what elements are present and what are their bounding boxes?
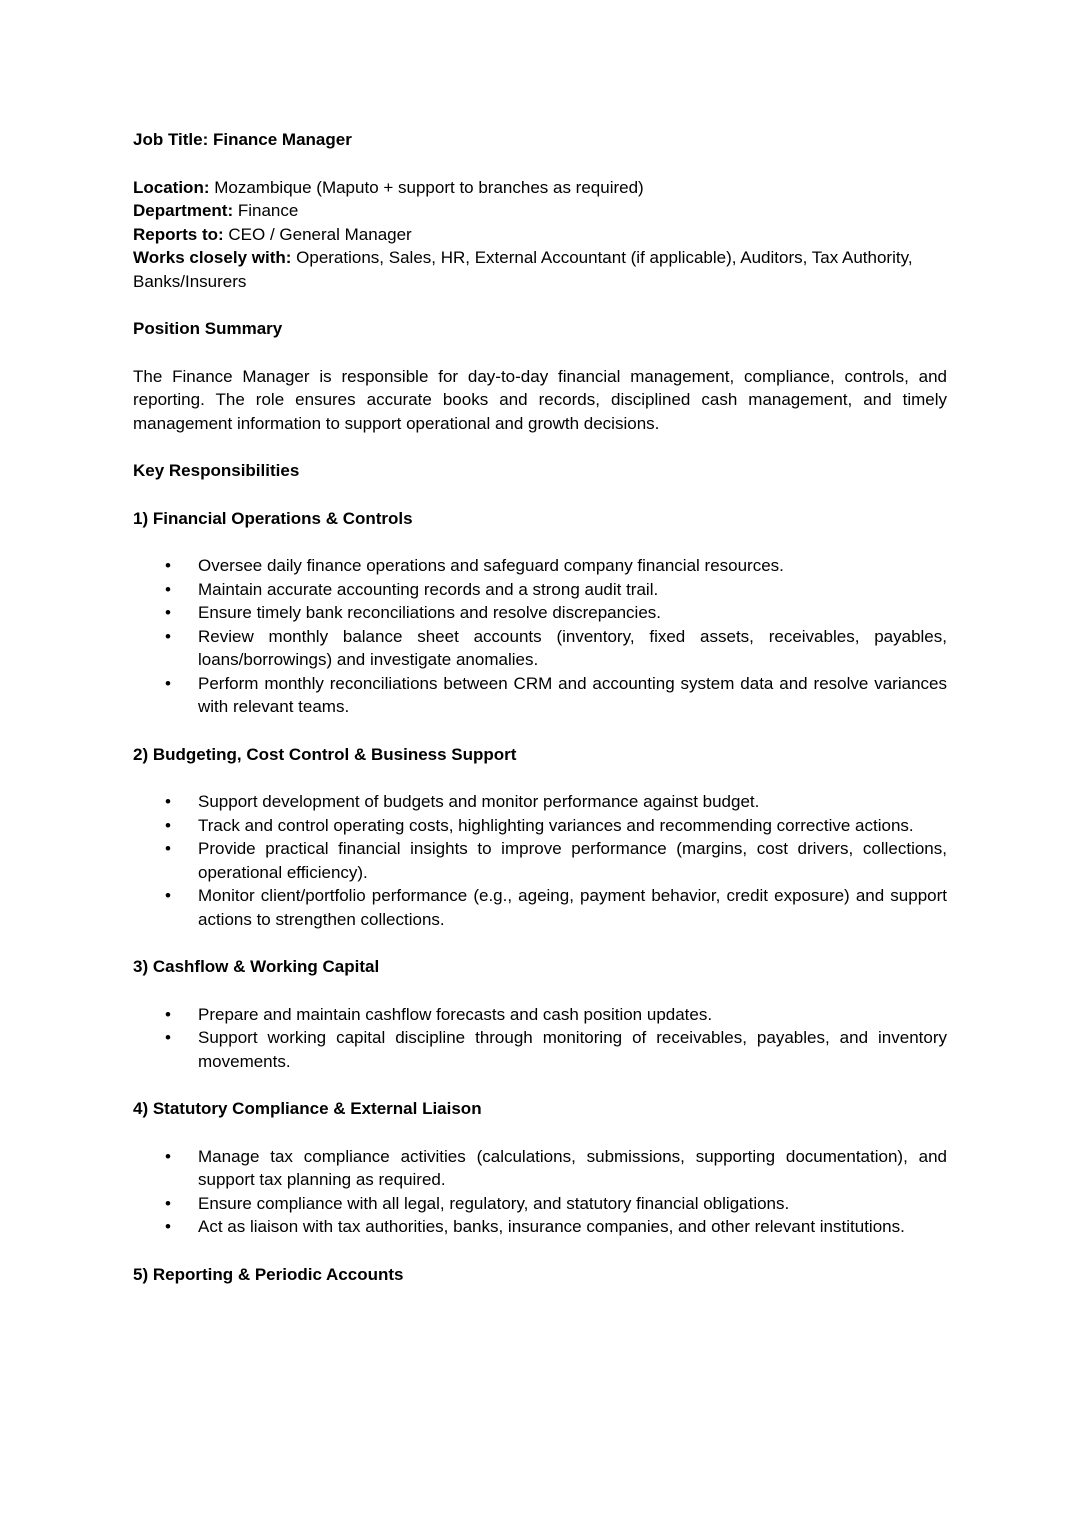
bullet-item: • Perform monthly reconciliations between CRM and accounting system data and resolve variances with relevant teams. xyxy=(133,672,947,719)
section-heading-4: 4) Statutory Compliance & External Liaison xyxy=(133,1099,482,1118)
bullet-item: • Track and control operating costs, highlighting variances and recommending corrective actions. xyxy=(133,814,947,838)
section-heading-2: 2) Budgeting, Cost Control & Business Support xyxy=(133,744,517,764)
bullet-item: • Ensure timely bank reconciliations and resolve discrepancies. xyxy=(133,601,947,625)
section-heading-5: 5) Reporting & Periodic Accounts xyxy=(133,1264,404,1284)
meta-line-works-closely-with xyxy=(133,246,947,293)
bullet-item: • Act as liaison with tax authorities, banks, insurance companies, and other relevant institutions. xyxy=(133,1215,947,1239)
meta-value: Finance xyxy=(237,201,299,220)
meta-label: Reports to: xyxy=(133,224,224,244)
bullet-item: • Maintain accurate accounting records and a strong audit trail. xyxy=(133,578,947,602)
key-responsibilities-heading: Key Responsibilities xyxy=(133,461,300,480)
bullet-item: • Oversee daily finance operations and safeguard company financial resources. xyxy=(133,554,947,578)
bullet-item: • Prepare and maintain cashflow forecasts and cash position updates. xyxy=(133,1003,947,1027)
position-summary-paragraph: The Finance Manager is responsible for day-to-day financial management, compliance, controls, and reporting. The role ensures accurate books and records, disciplined cash management, and timely management information to support operational and growth decisions. xyxy=(133,366,947,433)
bullet-list-4 xyxy=(133,1145,947,1239)
meta-label: Location: xyxy=(133,177,210,197)
section-heading-1: 1) Financial Operations & Controls xyxy=(133,508,413,528)
meta-line-reports-to xyxy=(133,223,947,247)
meta-block xyxy=(133,176,947,294)
meta-label: Department: xyxy=(133,201,234,220)
bullet-list-3 xyxy=(133,1003,947,1074)
meta-value: Mozambique (Maputo + support to branches as required) xyxy=(214,177,644,197)
bullet-list-2 xyxy=(133,790,947,931)
bullet-item: • Ensure compliance with all legal, regulatory, and statutory financial obligations. xyxy=(133,1192,947,1216)
section-heading-3: 3) Cashflow & Working Capital xyxy=(133,957,380,976)
meta-line-department xyxy=(133,199,947,223)
meta-value: CEO / General Manager xyxy=(228,224,412,244)
bullet-list-1 xyxy=(133,554,947,719)
position-summary-heading: Position Summary xyxy=(133,319,283,338)
bullet-item: • Monitor client/portfolio performance (e.g., ageing, payment behavior, credit exposure) and support actions to strengthen collections. xyxy=(133,884,947,931)
meta-value: Operations, Sales, HR, External Accountant (if applicable), Auditors, Tax Authority, Banks/Insurers xyxy=(133,248,913,291)
bullet-item: • Review monthly balance sheet accounts (inventory, fixed assets, receivables, payables, loans/borrowings) and investigate anomalies. xyxy=(133,625,947,672)
meta-label: Works closely with: xyxy=(133,248,292,267)
job-title: Job Title: Finance Manager xyxy=(133,130,352,149)
bullet-item: • Support development of budgets and monitor performance against budget. xyxy=(133,790,947,814)
bullet-item: • Provide practical financial insights to improve performance (margins, cost drivers, collections, operational efficiency). xyxy=(133,837,947,884)
bullet-item: • Support working capital discipline through monitoring of receivables, payables, and inventory movements. xyxy=(133,1026,947,1073)
meta-line-location xyxy=(133,176,947,200)
bullet-item: • Manage tax compliance activities (calculations, submissions, supporting documentation), and support tax planning as required. xyxy=(133,1145,947,1192)
